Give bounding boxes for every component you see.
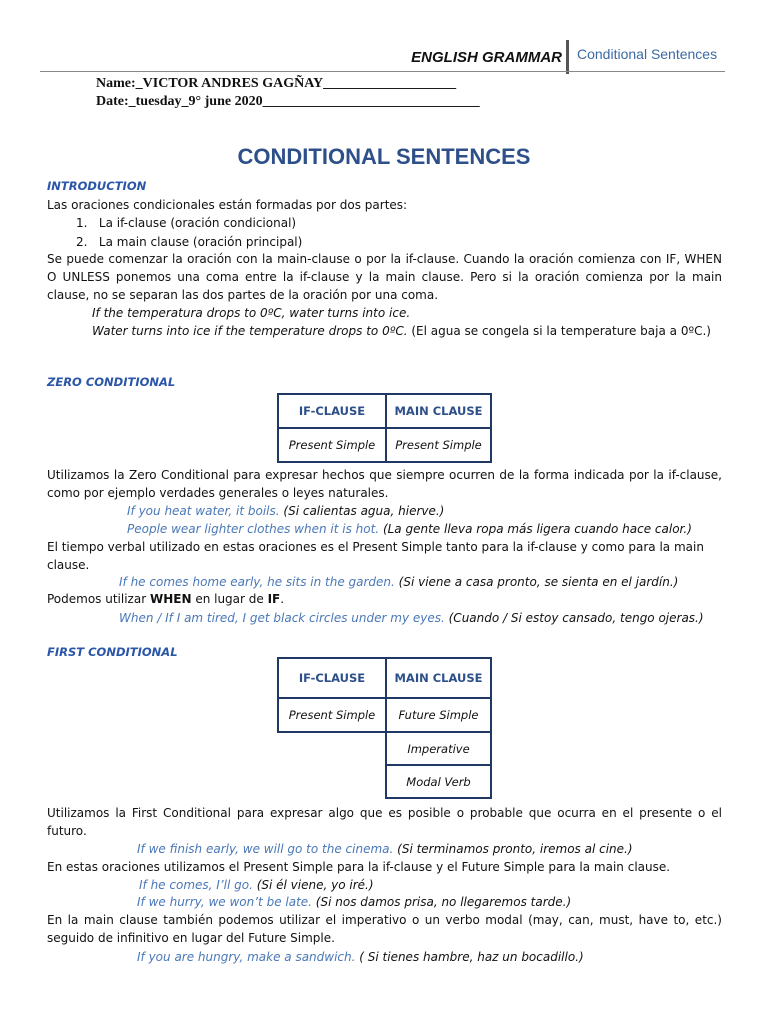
list-text: La if-clause (oración condicional) bbox=[98, 216, 297, 230]
first-paragraph-2: En estas oraciones utilizamos el Present Simple para la if-clause y el Future Simple para la main clause. bbox=[47, 860, 671, 874]
zero-paragraph-1: Utilizamos la Zero Conditional para expresar hechos que siempre ocurren de la forma indicada por la if-clause, como por ejemplo verdades generales o leyes naturales. bbox=[47, 468, 722, 500]
first-paragraph-1: Utilizamos la First Conditional para expresar algo que es posible o probable que ocurra en el presente o el futuro. bbox=[47, 806, 722, 838]
example-translation: (Si él viene, yo iré.) bbox=[252, 878, 374, 892]
first-example-4 bbox=[137, 948, 727, 966]
zero-example-4 bbox=[119, 609, 729, 627]
keyword-when: WHEN bbox=[149, 592, 192, 606]
table-header-main-clause: MAIN CLAUSE bbox=[385, 393, 492, 429]
example-text: If you are hungry, make a sandwich. bbox=[137, 950, 356, 964]
example-text: If you heat water, it boils. bbox=[127, 504, 280, 518]
table-header-if-clause: IF-CLAUSE bbox=[277, 393, 387, 429]
first-example-3 bbox=[137, 893, 727, 911]
table-cell: Present Simple bbox=[277, 697, 387, 733]
header-divider bbox=[566, 40, 569, 74]
section-heading-zero-conditional: ZERO CONDITIONAL bbox=[47, 375, 176, 389]
list-number: 1. bbox=[76, 216, 88, 230]
table-cell: Future Simple bbox=[385, 697, 492, 733]
list-item bbox=[76, 233, 751, 251]
example-translation: ( Si tienes hambre, haz un bocadillo.) bbox=[355, 950, 584, 964]
list-number: 2. bbox=[76, 235, 88, 249]
example-translation: (Si viene a casa pronto, se sienta en el jardín.) bbox=[394, 575, 679, 589]
table-header-if-clause: IF-CLAUSE bbox=[277, 657, 387, 699]
table-header-main-clause: MAIN CLAUSE bbox=[385, 657, 492, 699]
example-translation: (Si calientas agua, hierve.) bbox=[279, 504, 445, 518]
date-line: Date:_tuesday_9° june 2020_______________________________ bbox=[96, 94, 480, 109]
section-heading-first-conditional: FIRST CONDITIONAL bbox=[47, 645, 178, 659]
intro-paragraph-1: Las oraciones condicionales están formadas por dos partes: bbox=[47, 198, 408, 212]
example-translation: (La gente lleva ropa más ligera cuando hace calor.) bbox=[379, 522, 692, 536]
table-cell: Modal Verb bbox=[385, 764, 492, 799]
intro-paragraph-2: Se puede comenzar la oración con la main-clause o por la if-clause. Cuando la oración comienza con IF, WHEN O UNLESS ponemos una coma entre la if-clause y la main clause. Pero si la oración comienza por la main clause, no se separan las dos partes de la oración por una coma. bbox=[47, 252, 722, 302]
zero-example-2 bbox=[127, 520, 727, 538]
example-translation: (Cuando / Si estoy cansado, tengo ojeras.) bbox=[444, 611, 704, 625]
page-title: CONDITIONAL SENTENCES bbox=[237, 144, 531, 169]
list-text: La main clause (oración principal) bbox=[98, 235, 303, 249]
zero-paragraph-2: El tiempo verbal utilizado en estas oraciones es el Present Simple tanto para la if-clause y como para la main clause. bbox=[47, 540, 704, 572]
header-left: ENGLISH GRAMMAR bbox=[411, 49, 562, 66]
header-right: Conditional Sentences bbox=[577, 46, 718, 62]
example-translation: (El agua se congela si la temperature baja a 0ºC.) bbox=[407, 324, 711, 338]
example-text: If he comes, I’ll go. bbox=[139, 878, 253, 892]
table-cell: Imperative bbox=[385, 731, 492, 766]
table-cell: Present Simple bbox=[277, 427, 387, 463]
list-item bbox=[76, 214, 751, 232]
zero-example-3 bbox=[119, 573, 729, 591]
zero-example-1 bbox=[127, 502, 727, 520]
name-line: Name:_VICTOR ANDRES GAGÑAY___________________ bbox=[96, 76, 457, 91]
example-translation: (Si nos damos prisa, no llegaremos tarde.) bbox=[311, 895, 572, 909]
text: Podemos utilizar bbox=[47, 592, 150, 606]
keyword-if: IF bbox=[267, 592, 281, 606]
example-text: If we hurry, we won’t be late. bbox=[137, 895, 312, 909]
example-text: People wear lighter clothes when it is hot. bbox=[127, 522, 380, 536]
intro-example-1: If the temperatura drops to 0ºC, water turns into ice. bbox=[92, 306, 411, 320]
first-example-1 bbox=[137, 840, 727, 858]
example-text: If we finish early, we will go to the cinema. bbox=[137, 842, 394, 856]
first-paragraph-3: En la main clause también podemos utilizar el imperativo o un verbo modal (may, can, must, have to, etc.) seguido de infinitivo en lugar del Future Simple. bbox=[47, 913, 722, 945]
header-rule bbox=[40, 71, 725, 72]
section-heading-introduction: INTRODUCTION bbox=[47, 179, 147, 193]
first-example-2 bbox=[139, 876, 729, 894]
example-text: If he comes home early, he sits in the garden. bbox=[119, 575, 395, 589]
text: en lugar de bbox=[191, 592, 268, 606]
intro-example-2 bbox=[92, 322, 722, 340]
zero-paragraph-3 bbox=[47, 590, 722, 608]
example-translation: (Si terminamos pronto, iremos al cine.) bbox=[393, 842, 633, 856]
table-cell: Present Simple bbox=[385, 427, 492, 463]
text: . bbox=[280, 592, 285, 606]
example-text: Water turns into ice if the temperature drops to 0ºC. bbox=[92, 324, 408, 338]
example-text: When / If I am tired, I get black circles under my eyes. bbox=[119, 611, 445, 625]
